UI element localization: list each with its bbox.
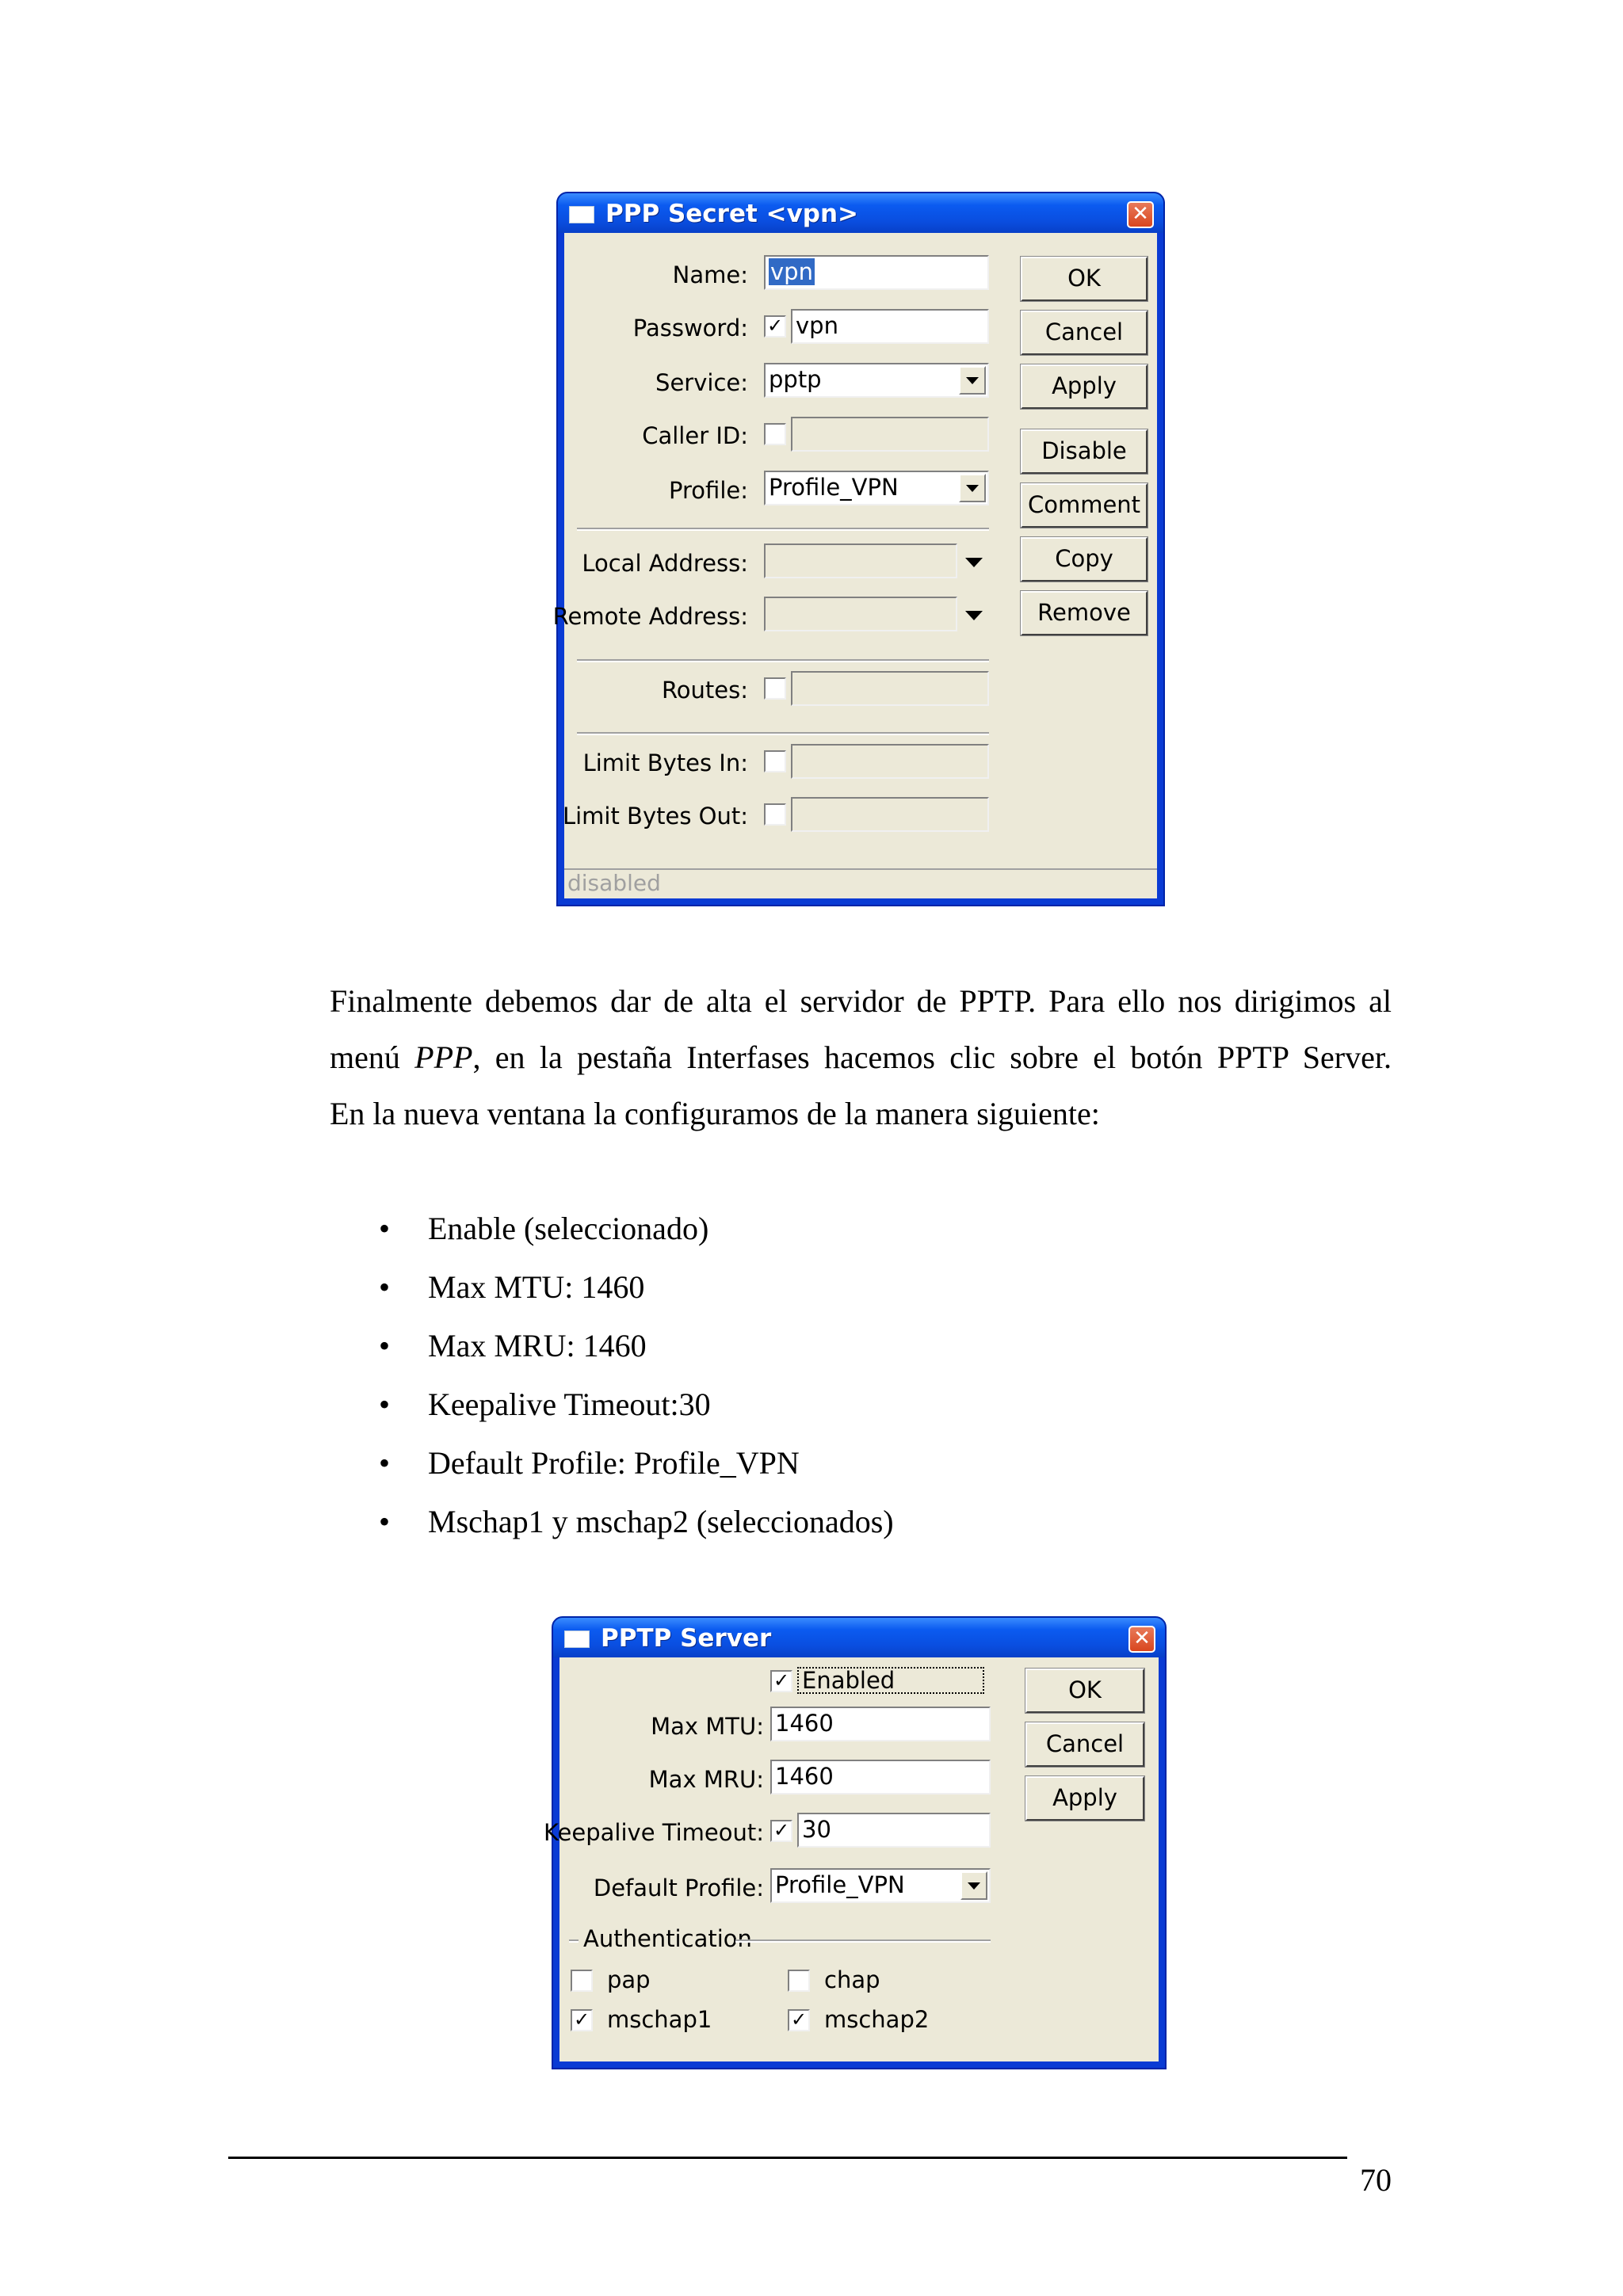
list-item xyxy=(379,1496,894,1554)
status-bar: disabled xyxy=(564,868,1157,898)
name-value: vpn xyxy=(770,258,813,285)
chevron-down-icon[interactable] xyxy=(959,474,986,502)
remote-address-dropdown-icon[interactable] xyxy=(965,611,983,620)
routes-field[interactable] xyxy=(791,671,989,706)
ppp-secret-titlebar[interactable] xyxy=(558,193,1163,233)
local-address-dropdown-icon[interactable] xyxy=(965,558,983,567)
remove-button[interactable]: Remove xyxy=(1021,591,1148,635)
max-mtu-label: Max MTU: xyxy=(651,1713,764,1740)
page-number: 70 xyxy=(1360,2162,1392,2198)
list-item xyxy=(379,1261,894,1320)
paragraph-line xyxy=(330,1029,1392,1085)
settings-list xyxy=(379,1203,894,1554)
caller-id-field[interactable] xyxy=(791,417,989,452)
list-item-text: Default Profile: Profile_VPN xyxy=(428,1445,800,1481)
password-field[interactable]: vpn xyxy=(791,309,989,344)
bullet-icon: • xyxy=(379,1269,391,1305)
close-icon[interactable]: ✕ xyxy=(1127,201,1154,228)
limit-bytes-in-field[interactable] xyxy=(791,744,989,779)
pptp-server-client xyxy=(543,1657,1159,2061)
chap-checkbox[interactable] xyxy=(788,1970,810,1992)
authentication-legend: Authentication xyxy=(583,1925,752,1952)
chevron-down-icon[interactable] xyxy=(959,366,986,395)
remote-address-field[interactable] xyxy=(764,597,957,631)
keepalive-timeout-field[interactable]: 30 xyxy=(797,1813,991,1848)
pptp-server-titlebar[interactable] xyxy=(553,1618,1165,1657)
default-profile-value: Profile_VPN xyxy=(775,1871,905,1898)
bullet-icon: • xyxy=(379,1445,391,1481)
separator xyxy=(577,659,989,662)
mschap2-checkbox[interactable]: ✓ xyxy=(788,2009,810,2031)
cancel-button[interactable]: Cancel xyxy=(1025,1722,1144,1767)
routes-label: Routes: xyxy=(661,677,748,704)
paragraph-line: En la nueva ventana la configuramos de la manera siguiente: xyxy=(330,1096,1100,1131)
ppp-secret-dialog xyxy=(552,192,1165,906)
separator xyxy=(577,528,989,531)
max-mtu-field[interactable]: 1460 xyxy=(770,1707,991,1741)
list-item-text: Keepalive Timeout:30 xyxy=(428,1386,711,1422)
caller-id-label: Caller ID: xyxy=(642,422,748,449)
max-mru-label: Max MRU: xyxy=(648,1766,764,1793)
list-item-text: Mschap1 y mschap2 (seleccionados) xyxy=(428,1504,894,1539)
list-item-text: Max MTU: 1460 xyxy=(428,1269,645,1305)
close-icon[interactable]: ✕ xyxy=(1128,1626,1155,1653)
bullet-icon: • xyxy=(379,1386,391,1422)
bullet-icon: • xyxy=(379,1504,391,1539)
limit-bytes-out-field[interactable] xyxy=(791,797,989,832)
apply-button[interactable]: Apply xyxy=(1025,1776,1144,1821)
list-item-text: Enable (seleccionado) xyxy=(428,1211,709,1246)
default-profile-label: Default Profile: xyxy=(593,1875,764,1901)
separator xyxy=(569,1939,579,1943)
profile-select[interactable] xyxy=(764,471,989,505)
bullet-icon: • xyxy=(379,1328,391,1363)
list-item xyxy=(379,1437,894,1496)
keepalive-checkbox[interactable]: ✓ xyxy=(770,1820,792,1842)
ok-button[interactable]: OK xyxy=(1025,1669,1144,1713)
name-label: Name: xyxy=(672,261,748,288)
body-paragraph xyxy=(330,973,1392,1142)
profile-value: Profile_VPN xyxy=(769,474,899,501)
pptp-server-dialog xyxy=(543,1616,1167,2069)
limit-bytes-in-checkbox[interactable] xyxy=(764,750,786,772)
copy-button[interactable]: Copy xyxy=(1021,537,1148,582)
menu-name: PPP xyxy=(414,1039,473,1075)
separator xyxy=(735,1939,991,1943)
password-checkbox[interactable]: ✓ xyxy=(764,315,786,338)
pap-checkbox[interactable] xyxy=(571,1970,593,1992)
password-label: Password: xyxy=(632,315,748,341)
limit-bytes-out-label: Limit Bytes Out: xyxy=(562,803,748,830)
list-item-text: Max MRU: 1460 xyxy=(428,1328,647,1363)
limit-bytes-out-checkbox[interactable] xyxy=(764,803,786,826)
service-select[interactable] xyxy=(764,363,989,398)
remote-address-label: Remote Address: xyxy=(552,603,748,630)
service-value: pptp xyxy=(769,366,822,393)
default-profile-select[interactable] xyxy=(770,1868,991,1903)
local-address-label: Local Address: xyxy=(582,550,748,577)
caller-id-checkbox[interactable] xyxy=(764,423,786,445)
disable-button[interactable]: Disable xyxy=(1021,429,1148,474)
footer-rule xyxy=(228,2157,1347,2159)
window-icon xyxy=(569,206,594,223)
pap-label: pap xyxy=(607,1966,651,1993)
paragraph-line: Finalmente debemos dar de alta el servidor de PPTP. Para ello nos dirigimos al xyxy=(330,983,1392,1019)
keepalive-timeout-label: Keepalive Timeout: xyxy=(543,1819,764,1846)
mschap1-label: mschap1 xyxy=(607,2006,712,2033)
list-item xyxy=(379,1379,894,1437)
list-item xyxy=(379,1203,894,1261)
paragraph-line-rest: , en la pestaña Interfases hacemos clic sobre el botón PPTP Server. xyxy=(472,1039,1392,1075)
limit-bytes-in-label: Limit Bytes In: xyxy=(582,749,748,776)
comment-button[interactable]: Comment xyxy=(1021,483,1148,528)
ok-button[interactable]: OK xyxy=(1021,257,1148,301)
enabled-label[interactable]: Enabled xyxy=(797,1667,984,1694)
chap-label: chap xyxy=(824,1966,880,1993)
window-icon xyxy=(564,1630,590,1648)
cancel-button[interactable]: Cancel xyxy=(1021,311,1148,355)
apply-button[interactable]: Apply xyxy=(1021,364,1148,409)
list-item xyxy=(379,1320,894,1379)
profile-label: Profile: xyxy=(669,477,748,504)
mschap1-checkbox[interactable]: ✓ xyxy=(571,2009,593,2031)
mschap2-label: mschap2 xyxy=(824,2006,930,2033)
name-field[interactable] xyxy=(764,255,989,290)
menu-prefix: menú xyxy=(330,1039,415,1075)
service-label: Service: xyxy=(655,369,748,396)
routes-checkbox[interactable] xyxy=(764,677,786,700)
enabled-checkbox[interactable]: ✓ xyxy=(770,1670,792,1692)
pptp-server-title: PPTP Server xyxy=(601,1624,772,1653)
local-address-field[interactable] xyxy=(764,543,957,578)
chevron-down-icon[interactable] xyxy=(960,1871,987,1900)
max-mru-field[interactable]: 1460 xyxy=(770,1760,991,1794)
bullet-icon: • xyxy=(379,1211,391,1246)
ppp-secret-title: PPP Secret <vpn> xyxy=(605,200,859,228)
ppp-secret-client xyxy=(552,233,1157,898)
separator xyxy=(577,732,989,735)
